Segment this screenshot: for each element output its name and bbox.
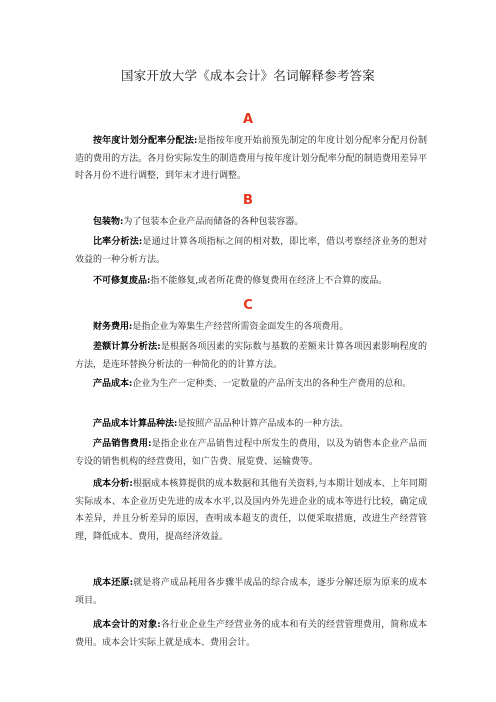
entry-term: 产品成本计算品种法: bbox=[93, 419, 178, 429]
entry-text: 是指企业为筹集生产经营所需资金面发生的各项费用。 bbox=[132, 322, 349, 332]
entry-text: 为了包装本企业产品而储备的各种包装容器。 bbox=[123, 217, 304, 227]
entry-text: 指不能修复,或者所花费的修复费用在经济上不合算的废品。 bbox=[150, 276, 388, 286]
entry-paragraph bbox=[75, 617, 427, 652]
entry-paragraph bbox=[75, 273, 427, 291]
entry-term: 成本分析: bbox=[93, 479, 133, 489]
entry-text: 是指按年度开始前预先制定的年度计划分配率分配月份制造的费用的方法。各月份实际发生的制造费用与按年度计划分配率分配的制造费用差异平时各月份不进行调整，到年末才进行调整。 bbox=[75, 136, 427, 182]
entry-term: 产品成本: bbox=[93, 379, 133, 389]
entry-term: 包装物: bbox=[93, 217, 124, 227]
entry-text: 是按照产品品种计算产品成本的一种方法。 bbox=[177, 419, 349, 429]
entry-term: 成本还原: bbox=[93, 578, 134, 588]
entry-term: 比率分析法: bbox=[93, 237, 143, 247]
entry-term: 财务费用: bbox=[93, 322, 133, 332]
entry-text: 是通过计算各项指标之间的相对数，即比率，借以考察经济业务的想对效益的一种分析方法。 bbox=[75, 237, 427, 265]
page-title: 国家开放大学《成本会计》名词解释参考答案 bbox=[120, 68, 375, 83]
entry-paragraph bbox=[75, 234, 427, 269]
section-letter-a: A bbox=[242, 112, 254, 127]
entry-term: 差额计算分析法: bbox=[93, 342, 161, 352]
entry-term: 产品销售费用: bbox=[93, 439, 152, 449]
entry-paragraph bbox=[75, 214, 427, 232]
entry-paragraph bbox=[75, 319, 427, 337]
entry-paragraph bbox=[75, 476, 427, 546]
entry-text: 各行业企业生产经营业务的成本和有关的经营管理费用，简称成本费用。成本会计实际上就是成本、费用会计。 bbox=[75, 620, 427, 648]
entry-paragraph bbox=[75, 339, 427, 374]
entry-term: 按年度计划分配率分配法: bbox=[93, 136, 198, 146]
entry-text: 根据成本核算提供的成本数据和其他有关资料,与本期计划成本、上年同期实际成本、本企业历史先进的成本水平,以及国内外先进企业的成本等进行比较，确定成本差异，并且分析差异的原因，查明成本超支的责任，以便采取措施，改进生产经营管理，降低成本、费用，提高经济效益。 bbox=[75, 479, 427, 542]
entry-text: 企业为生产一定种类、一定数量的产品所支出的各种生产费用的总和。 bbox=[132, 379, 412, 389]
entry-term: 成本会计的对象: bbox=[93, 620, 161, 630]
entry-term: 不可修复废品: bbox=[93, 276, 151, 286]
entry-text: 是根据各项因素的实际数与基数的差额来计算各项因素影响程度的方法，是连环替换分析法的一种简化的的计算方法。 bbox=[75, 342, 427, 370]
entry-paragraph bbox=[75, 376, 427, 394]
entry-text: 就是将产成品耗用各步骤半成品的综合成本，逐步分解还原为原来的成本项目。 bbox=[75, 578, 427, 606]
entry-paragraph bbox=[75, 436, 427, 471]
entry-paragraph bbox=[75, 133, 427, 186]
section-letter-c: C bbox=[243, 298, 253, 313]
entry-text: 是指企业在产品销售过程中所发生的费用，以及为销售本企业产品而专设的销售机构的经营费用，如广告费、展览费、运输费等。 bbox=[75, 439, 427, 467]
entry-paragraph bbox=[75, 416, 427, 434]
section-letter-b: B bbox=[243, 193, 253, 208]
entry-paragraph bbox=[75, 575, 427, 610]
